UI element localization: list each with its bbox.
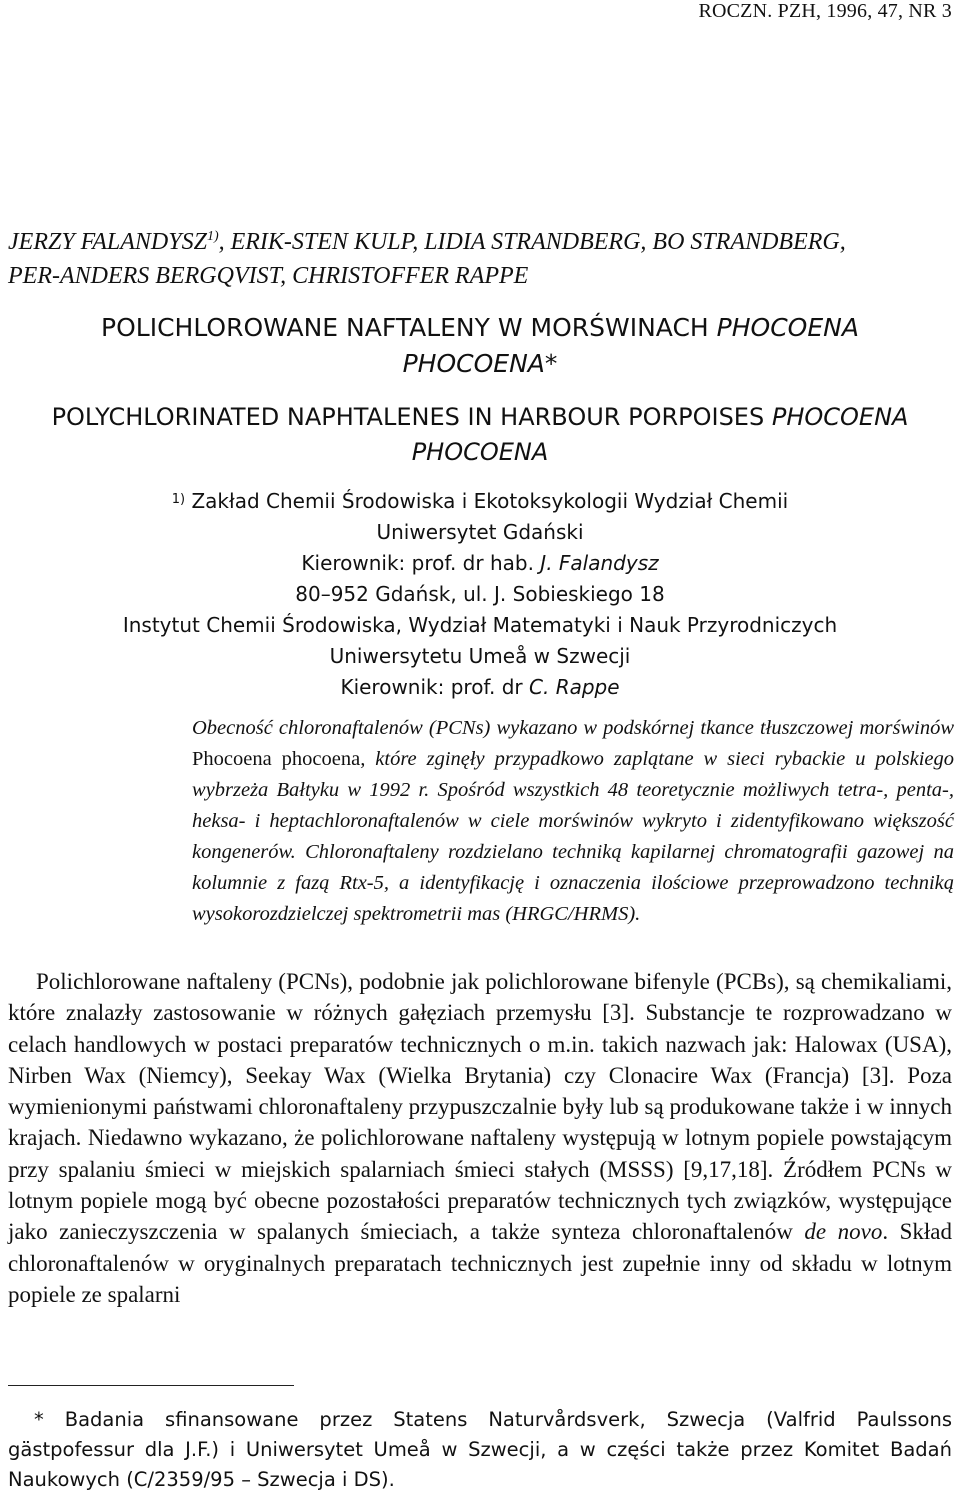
body-text: . Skład chloronaftalenów w oryginalnych preparatach technicznych jest zupełnie inny od składu w lotnym popiele ze spalarni: [8, 1219, 953, 1307]
footnote-marker: *: [544, 349, 558, 378]
title-english-species-genus: PHOCOENA: [771, 403, 909, 431]
abstract: [192, 713, 954, 930]
title-polish-species-epithet: PHOCOENA: [402, 349, 545, 378]
affiliation-line: 80–952 Gdańsk, ul. J. Sobieskiego 18: [295, 582, 665, 606]
journal-header: ROCZN. PZH, 1996, 47, NR 3: [698, 0, 952, 22]
body-paragraph: [8, 966, 952, 1310]
title-english-text: POLYCHLORINATED NAPHTALENES IN HARBOUR PORPOISES: [51, 403, 772, 431]
body-paragraph-1: [8, 966, 952, 1310]
author-list: [8, 220, 948, 293]
footnote: * Badania sfinansowane przez Statens Naturvårdsverk, Szwecja (Valfrid Paulssons gästpofessur dla J.F.) i Uniwersytet Umeå w Szwecji, a w części także przez Komitet Badań Naukowych (C/2359/95 – Szwecja i DS).: [8, 1408, 952, 1491]
affiliation-line: Zakład Chemii Środowiska i Ekotoksykologii Wydział Chemii: [185, 489, 789, 513]
title-polish-species-genus: PHOCOENA: [716, 313, 859, 342]
affiliation-line: Kierownik: prof. dr: [340, 675, 530, 699]
title-polish: [0, 310, 960, 382]
title-english: [0, 400, 960, 470]
affiliation-head-name: J. Falandysz: [540, 551, 659, 575]
affiliation-marker: 1): [206, 229, 219, 244]
affiliation-head-name: C. Rappe: [529, 675, 620, 699]
affiliation-line: Uniwersytetu Umeå w Szwecji: [329, 644, 631, 668]
affiliation-marker: 1): [171, 492, 186, 507]
title-polish-text: POLICHLOROWANE NAFTALENY W MORŚWINACH: [101, 313, 717, 342]
affiliation-line: Uniwersytet Gdański: [376, 520, 584, 544]
affiliations: [0, 486, 960, 703]
affiliation-line: Instytut Chemii Środowiska, Wydział Matematyki i Nauk Przyrodniczych: [122, 613, 838, 637]
author-list-line2: PER-ANDERS BERGQVIST, CHRISTOFFER RAPPE: [8, 263, 529, 289]
abstract-text: , które zginęły przypadkowo zaplątane w sieci rybackie u polskiego wybrzeża Bałtyku w 1992 r. Spośród wszystkich 48 teoretycznie możliwych tetra-, penta-, heksa- i heptachloronaftalenów w ciele morświnów wykryto i zidentyfikowano większość kongenerów. Chloronaftaleny rozdzielano techniką kapilarnej chromatografii gazowej na kolumnie z fazą Rtx-5, a identyfikację i oznaczenia ilościowe przeprowadzono techniką wysokorozdzielczej spektrometrii mas (HRGC/HRMS).: [192, 748, 954, 925]
title-english-species-epithet: PHOCOENA: [411, 438, 549, 466]
body-text: Polichlorowane naftaleny (PCNs), podobnie jak polichlorowane bifenyle (PCBs), są chemikaliami, które znalazły zastosowanie w różnych gałęziach przemysłu [3]. Substancje te rozprowadzano w celach handlowych w postaci preparatów technicznych o m.in. takich nazwach jak: Halowax (USA), Nirben Wax (Niemcy), Seekay Wax (Wielka Brytania) czy Clonacire Wax (Francja) [3]. Poza wymienionymi państwami chloronaftaleny przypuszczalnie były lub są produkowane także i w innych krajach. Niedawno wykazano, że polichlorowane naftaleny występują w lotnym popiele powstającym przy spalaniu śmieci w miejskich spalarniach śmieci stałych (MSSS) [9,17,18]. Źródłem PCNs w lotnym popiele mogą być obecne pozostałości preparatów technicznych tych związków, występujące jako zanieczyszczenia w spalanych śmieciach, a także synteza chloronaftalenów: [8, 969, 952, 1245]
abstract-text: Obecność chloronaftalenów (PCNs) wykazano w podskórnej tkance tłuszczowej morświnów: [192, 717, 954, 739]
author-falandysz: JERZY FALANDYSZ: [8, 229, 207, 255]
author-list-line1-rest: , ERIK-STEN KULP, LIDIA STRANDBERG, BO STRANDBERG,: [218, 229, 846, 255]
body-emphasis: de novo: [804, 1219, 883, 1245]
footnote-divider: [8, 1385, 294, 1386]
affiliation-line: Kierownik: prof. dr hab.: [301, 551, 541, 575]
abstract-species-name: Phocoena phocoena: [192, 748, 361, 770]
